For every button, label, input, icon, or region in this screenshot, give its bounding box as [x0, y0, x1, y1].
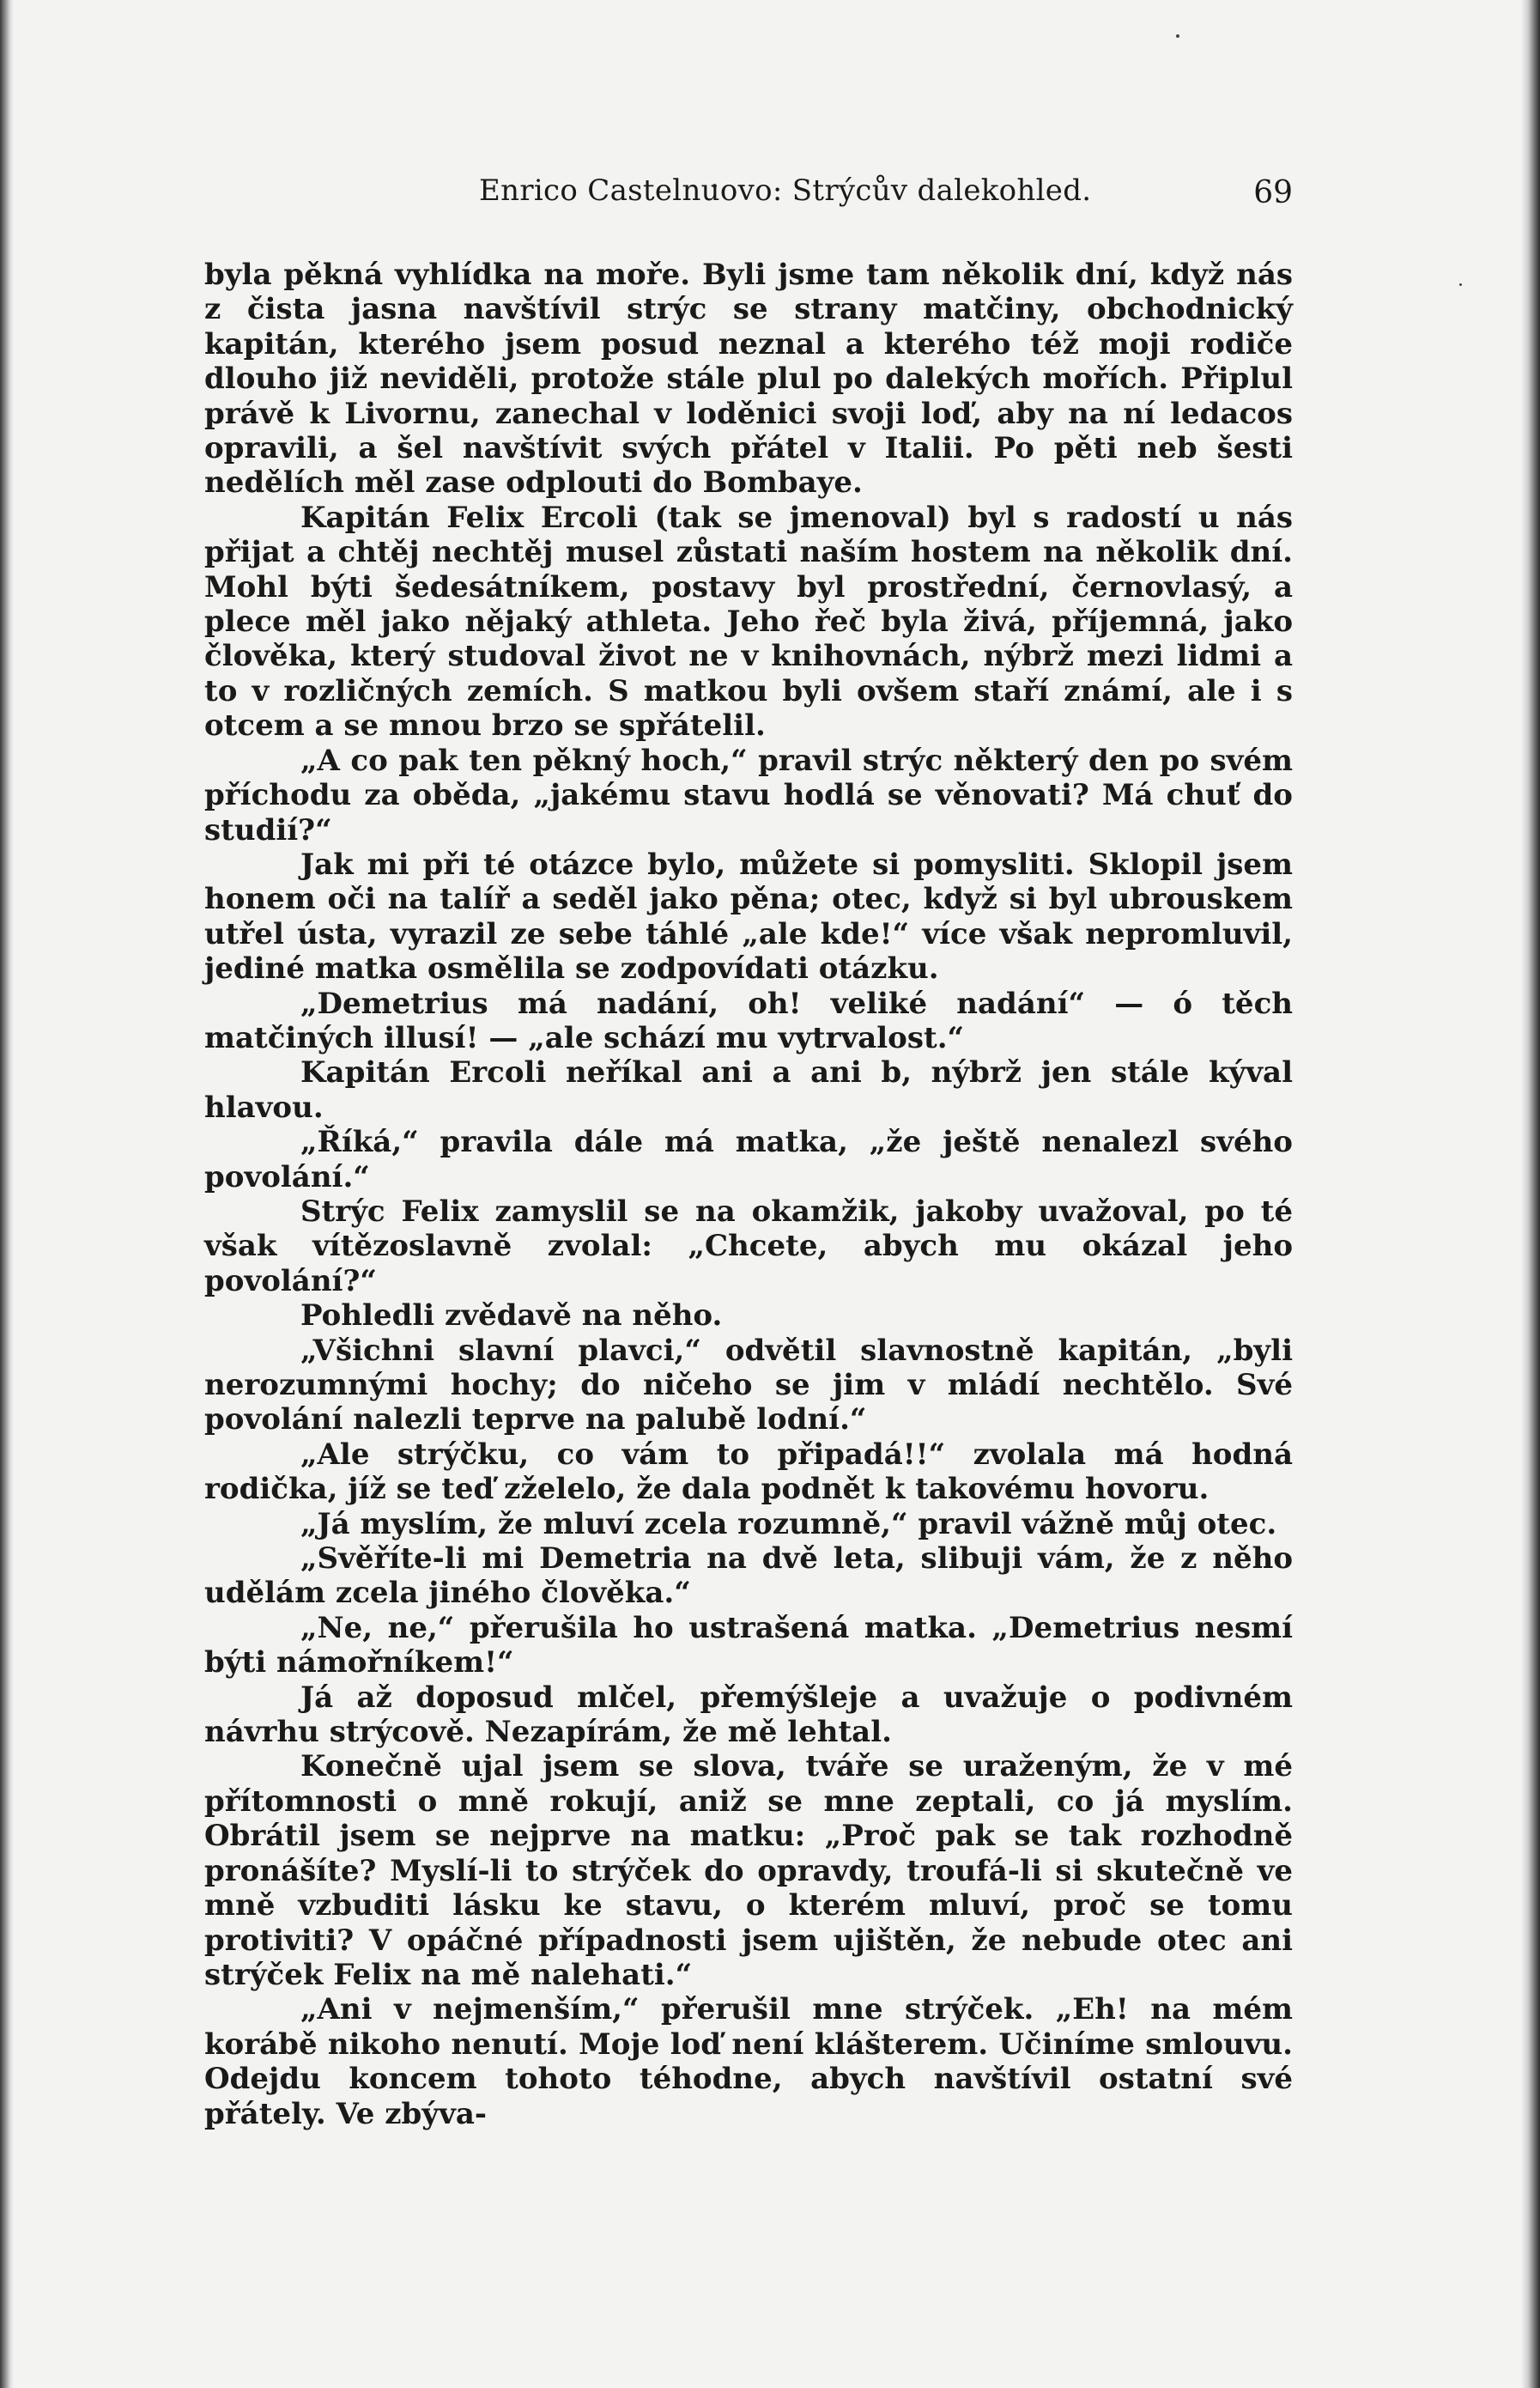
paragraph: Konečně ujal jsem se slova, tváře se uraženým, že v mé přítomnosti o mně rokují, aniž se mne zeptali, co já myslím. Obrátil jsem se nejprve na matku: „Proč pak se tak rozhodně pronášíte? Myslí-li to strýček do opravdy, troufá-li si skutečně ve mně vzbuditi lásku ke stavu, o kterém mluví, proč se tomu protiviti? V opáčné případnosti jsem ujištěn, že nebude otec ani strýček Felix na mě nalehati.“: [204, 1749, 1293, 1992]
page-header: [204, 168, 1293, 220]
page-number: 69: [1253, 175, 1293, 210]
paragraph: Kapitán Felix Ercoli (tak se jmenoval) byl s radostí u nás přijat a chtěj nechtěj musel zůstati naším hostem na několik dní. Mohl býti šedesátníkem, postavy byl prostřední, černovlasý, a plece měl jako nějaký athleta. Jeho řeč byla živá, příjemná, jako člověka, který studoval život ne v knihovnách, nýbrž mezi lidmi a to v rozličných zemích. S matkou byli ovšem staří známí, ale i s otcem a se mnou brzo se spřátelil.: [204, 500, 1293, 744]
paragraph: „Všichni slavní plavci,“ odvětil slavnostně kapitán, „byli nerozumnými hochy; do ničeho se jim v mládí nechtělo. Své povolání nalezli teprve na palubě lodní.“: [204, 1333, 1293, 1437]
paragraph: „Ne, ne,“ přerušila ho ustrašená matka. „Demetrius nesmí býti námořníkem!“: [204, 1610, 1293, 1680]
paragraph: „A co pak ten pěkný hoch,“ pravil strýc některý den po svém příchodu za oběda, „jakému stavu hodlá se věnovati? Má chuť do studií?“: [204, 743, 1293, 848]
paragraph: „Říká,“ pravila dále má matka, „že ještě nenalezl svého povolání.“: [204, 1125, 1293, 1194]
paragraph: byla pěkná vyhlídka na moře. Byli jsme tam několik dní, když nás z čista jasna navštívil strýc se strany matčiny, obchodnický kapitán, kterého jsem posud neznal a kterého též moji rodiče dlouho již neviděli, protože stále plul po dalekých mořích. Připlul právě k Livornu, zanechal v loděnici svoji loď, aby na ní ledacos opravili, a šel navštívit svých přátel v Italii. Po pěti neb šesti nedělích měl zase odplouti do Bombaye.: [204, 258, 1293, 501]
paragraph: Kapitán Ercoli neříkal ani a ani b, nýbrž jen stále kýval hlavou.: [204, 1055, 1293, 1125]
dust-speck: [1459, 283, 1462, 286]
paragraph: „Ale strýčku, co vám to připadá!!“ zvolala má hodná rodička, jíž se teď zželelo, že dala podnět k takovému hovoru.: [204, 1437, 1293, 1507]
paragraph: „Svěříte-li mi Demetria na dvě leta, slibuji vám, že z něho udělám zcela jiného člověka.“: [204, 1541, 1293, 1611]
paragraph: Já až doposud mlčel, přemýšleje a uvažuje o podivném návrhu strýcově. Nezapírám, že mě lehtal.: [204, 1680, 1293, 1750]
paragraph: Pohledli zvědavě na něho.: [300, 1298, 723, 1334]
paragraph: Strýc Felix zamyslil se na okamžik, jakoby uvažoval, po té však vítězoslavně zvolal: „Chcete, abych mu okázal jeho povolání?“: [204, 1194, 1293, 1298]
scan-edge-right: [1521, 0, 1540, 2388]
dust-speck: [1176, 34, 1179, 38]
paragraph: „Já myslím, že mluví zcela rozumně,“ pravil vážně můj otec.: [300, 1506, 1277, 1541]
body-text: [204, 258, 1293, 2131]
running-title: Enrico Castelnuovo: Strýcův dalekohled.: [479, 173, 1092, 208]
paragraph: Jak mi při té otázce bylo, můžete si pomysliti. Sklopil jsem honem oči na talíř a seděl jako pěna; otec, když si byl ubrouskem utřel ústa, vyrazil ze sebe táhlé „ale kde!“ více však nepromluvil, jediné matka osmělila se zodpovídati otázku.: [204, 847, 1293, 987]
paragraph: „Ani v nejmenším,“ přerušil mne strýček. „Eh! na mém korábě nikoho nenutí. Moje loď není klášterem. Učiníme smlouvu. Odejdu koncem tohoto téhodne, abych navštívil ostatní své přátely. Ve zbýva-: [204, 1992, 1293, 2131]
paragraph: „Demetrius má nadání, oh! veliké nadání“ — ó těch matčiných illusí! — „ale schází mu vytrvalost.“: [204, 986, 1293, 1055]
scan-edge-left: [0, 0, 14, 2388]
